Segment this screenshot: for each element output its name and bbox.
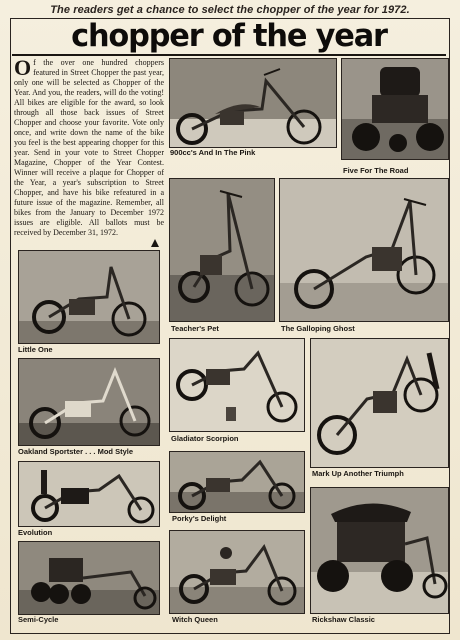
photo-caption: Rickshaw Classic (312, 615, 375, 624)
chopper-photo-icon (19, 359, 159, 445)
photo-galloping-ghost (279, 178, 449, 322)
chopper-photo-icon (19, 251, 159, 343)
chopper-photo-icon (170, 179, 274, 321)
photo-rickshaw-classic (310, 487, 449, 614)
photo-caption: The Galloping Ghost (281, 324, 355, 333)
photo-oakland-sportster (18, 358, 160, 446)
photo-caption: Semi-Cycle (18, 615, 59, 624)
chopper-photo-icon (19, 462, 159, 526)
photo-mark-up-another-triumph (310, 338, 449, 468)
trike-photo-icon (19, 542, 159, 614)
photo-caption: Porky's Delight (172, 514, 227, 523)
header-caption: The readers get a chance to select the chopper of the year for 1972. (50, 4, 410, 16)
photo-caption: Teacher's Pet (171, 324, 219, 333)
photo-semi-cycle (18, 541, 160, 615)
photo-caption: Witch Queen (172, 615, 218, 624)
page-title: chopper of the year (71, 18, 387, 54)
photo-caption: 900cc's And In The Pink (170, 148, 256, 157)
photo-evolution (18, 461, 160, 527)
drop-cap: O (14, 58, 32, 80)
chopper-photo-icon (170, 531, 304, 613)
photo-gladiator-scorpion (169, 338, 305, 432)
trike-photo-icon (342, 59, 448, 159)
chopper-photo-icon (280, 179, 448, 321)
chopper-photo-icon (170, 59, 336, 147)
intro-body: f the over one hundred choppers featured in Street Chopper the past year, only one will be selected as Chopper of the Year. And you, the readers, will do the voting! All bikes are eligible for the award, so look through all those back issues of Street Chopper and choose your favorite. Vote only once, and write down the name of the bike you feel is the best appearing chopper for this year. Send in your vote to Street Chopper Magazine, Chopper of the Year Contest. Winner will receive a plaque for Chopper of the Year, a year's subscription to Street Chopper, and have his bike refeatured in a future issue of the magazine. Remember, all bikes from the January to December 1972 issues are eligible. All ballots must be received by December 31, 1972. (14, 58, 164, 237)
photo-teachers-pet (169, 178, 275, 322)
photo-witch-queen (169, 530, 305, 614)
photo-five-for-the-road (341, 58, 449, 160)
photo-caption: Mark Up Another Triumph (312, 469, 404, 478)
photo-caption: Gladiator Scorpion (171, 434, 239, 443)
end-mark-icon (150, 238, 160, 248)
photo-caption: Little One (18, 345, 53, 354)
chopper-photo-icon (170, 339, 304, 431)
trike-photo-icon (311, 488, 448, 613)
photo-caption: Evolution (18, 528, 53, 537)
photo-caption: Oakland Sportster . . . Mod Style (18, 447, 134, 456)
chopper-photo-icon (311, 339, 448, 467)
photo-little-one (18, 250, 160, 344)
title-rule (12, 54, 446, 56)
photo-900cc (169, 58, 337, 148)
intro-text-block (14, 58, 164, 248)
photo-caption: Five For The Road (343, 166, 409, 175)
photo-porkys-delight (169, 451, 305, 513)
chopper-photo-icon (170, 452, 304, 512)
